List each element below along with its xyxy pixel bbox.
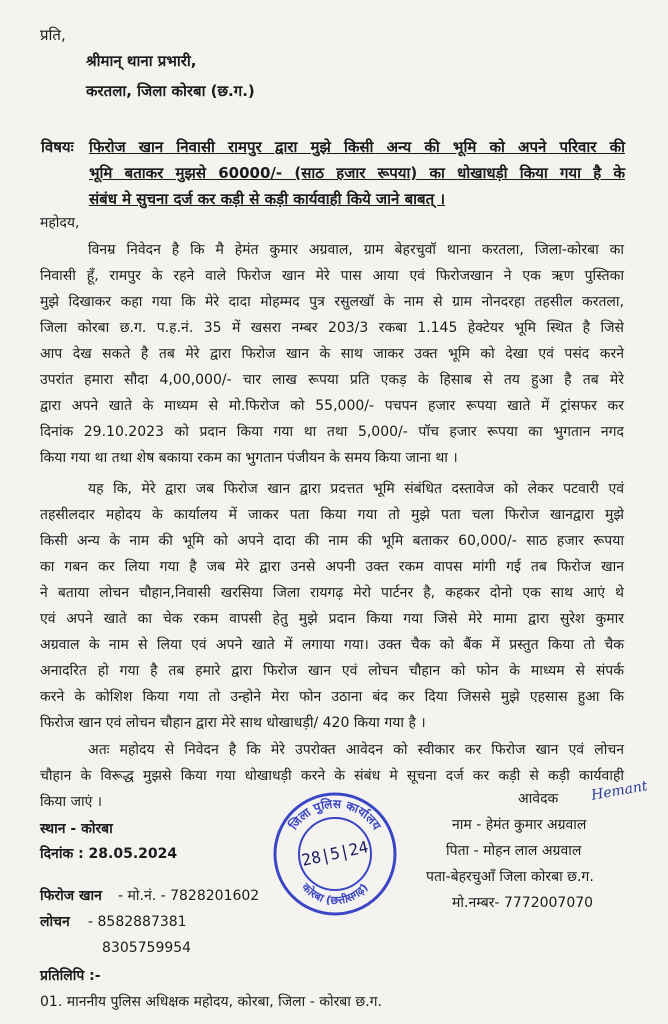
copy-label: प्रतिलिपि :- bbox=[40, 968, 101, 984]
applicant-father: पिता - मोहन लाल अग्रवाल bbox=[446, 843, 582, 859]
addressee-line-2: करतला, जिला कोरबा (छ.ग.) bbox=[86, 82, 255, 100]
para2-line: अग्रवाल के नाम से लिया एवं अपने खाते में लगाया गया। उक्त चैक को बैंक में प्रस्तुत किया तो चैक bbox=[40, 637, 624, 653]
para1-line: उपरांत हमारा सौदा 4,00,000/- चार लाख रूपया प्रति एकड़ के हिसाब से तय हुआ है तब मेरे bbox=[40, 372, 624, 388]
para2-line: अनादरित हो गया है तब हमारे द्वारा फिरोज खान एवं लोचन चौहान को फोन के माध्यम से संपर्क bbox=[40, 663, 624, 679]
para1-line: निवासी हूँ, रामपुर के रहने वाले फिरोज खान मेरे पास आया एवं फिरोजखान ने एक ऋण पुस्तिका bbox=[40, 268, 624, 284]
para2-line: ने बताया लोचन चौहान,निवासी खरसिया जिला रायगढ़ मेरो पार्टनर है, कहकर दोनो एक साथ आएं थे bbox=[40, 585, 624, 601]
stamp-text-bottom: कोरबा (छत्तीसगढ़) bbox=[299, 880, 371, 908]
applicant-mobile: मो.नम्बर- 7772007070 bbox=[452, 895, 594, 911]
applicant-address: पता-बेहरचुआँ जिला कोरबा छ.ग. bbox=[426, 869, 594, 885]
date-text: दिनांक : 28.05.2024 bbox=[40, 846, 178, 862]
para1-line: जिला कोरबा छ.ग. प.ह.नं. 35 में खसरा नम्बर 203/3 रकबा 1.145 हेक्टेयर भूमि स्थित है जिसे bbox=[40, 320, 624, 336]
para2-line: तहसीलदार महोदय के कार्यालय में जाकर पता किया गया तो मुझे पता चला फिरोज खानद्वारा मुझे bbox=[40, 507, 624, 523]
stamp-text-top: जिला पुलिस कार्यालय bbox=[286, 796, 384, 833]
place-text: स्थान - कोरबा bbox=[40, 821, 113, 837]
firoz-label: फिरोज खान bbox=[40, 888, 102, 904]
para1-line: दिनांक 29.10.2023 को प्रदान किया गया था तथा 5,000/- पॉच हजार रूपया का भुगतान नगद bbox=[40, 424, 624, 440]
addressee-line-1: श्रीमान् थाना प्रभारी, bbox=[86, 52, 197, 70]
para1-line: विनम्र निवेदन है कि मै हेमंत कुमार अग्रवाल, ग्राम बेहरचुवॉ थाना करतला, जिला-कोरबा का bbox=[88, 242, 624, 258]
lochan-label: लोचन bbox=[40, 914, 70, 930]
para2-line: करने के कोशिश किया गया तो उन्होने मेरा फोन उठाना बंद कर दिया जिससे मुझे एहसास हुआ कि bbox=[40, 689, 624, 705]
para1-line: मुझे दिखाकर कहा गया कि मेरे दादा मोहम्मद पुत्र रसुलखॉ के नाम से ग्राम नोनदरहा तहसील करतला, bbox=[40, 294, 624, 310]
para3-line: अतः महोदय से निवेदन है कि मेरे उपरोक्त आवेदन को स्वीकार कर फिरोज खान एवं लोचन bbox=[88, 742, 624, 758]
subject-line-3 bbox=[89, 190, 445, 208]
subject-line-3-text: संबंध मे सुचना दर्ज कर कड़ी से कड़ी कार्यवाही किये जाने बाबत् । bbox=[89, 190, 446, 208]
para1-line: द्वारा अपने खाते के माध्यम से मो.फिरोज को 55,000/- पचपन हजार रूपया खाते में ट्रांसफर कर bbox=[40, 398, 624, 414]
prati-text: प्रति, bbox=[40, 26, 66, 44]
salutation: महोदय, bbox=[40, 215, 80, 231]
para2-line: फिरोज खान एवं लोचन चौहान द्वारा मेरे साथ धोखाधड़ी/ 420 किया गया है । bbox=[40, 715, 426, 731]
para1-line: आप देख सकते है तब मेरे द्वारा फिरोज खान के साथ जाकर उक्त भूमि को देखा एवं पसंद करने bbox=[40, 346, 624, 362]
lochan-phone-1: - 8582887381 bbox=[88, 914, 187, 930]
para1-line: किया गया था तथा शेष बकाया रकम का भुगतान पंजीयन के समय किया जाना था । bbox=[40, 450, 458, 466]
para2-line: का गबन कर लिया गया है जब मेरे द्वारा उनसे अपनी उक्त रकम वापस मांगी गई तब फिरोज खान bbox=[40, 559, 624, 575]
para2-line: यह कि, मेरे द्वारा जब फिरोज खान द्वारा प्रदत्तत भूमि संबंधित दस्तावेज को लेकर पटवारी एवं bbox=[88, 481, 624, 497]
subject-line-2: भूमि बताकर मुझसे 60000/- (साठ हजार रूपया) का धोखाधड़ी किया गया है के bbox=[89, 164, 625, 182]
lochan-phone-2: 8305759954 bbox=[102, 940, 192, 956]
applicant-signature: Hemant bbox=[590, 778, 649, 804]
subject-line-1: फिरोज खान निवासी रामपुर द्वारा मुझे किसी अन्य की भूमि को अपने परिवार की bbox=[89, 138, 625, 156]
applicant-name: नाम - हेमंत कुमार अग्रवाल bbox=[452, 817, 587, 833]
para3-line: चौहान के विरूद्ध मुझसे किया गया धोखाधड़ी करने के संबंध मे सूचना दर्ज कर कड़ी से कड़ी कार्यवाही bbox=[40, 768, 624, 784]
firoz-phone: - मो.नं. - 7828201602 bbox=[118, 888, 260, 904]
police-office-stamp bbox=[271, 790, 399, 918]
para2-line: एवं अपने खाते का चेक रकम वापसी हेतु मुझे प्रदान किया गया जिसे मेरे मामा द्वारा सुरेश कुमार bbox=[40, 611, 624, 627]
copy-item-1: 01. माननीय पुलिस अधिक्षक महोदय, कोरबा, जिला - कोरबा छ.ग. bbox=[40, 994, 382, 1010]
stamp-handwritten-date: 28|5|24 bbox=[299, 837, 370, 870]
para3-line: किया जाएं । bbox=[40, 794, 103, 810]
para2-line: किसी अन्य के नाम की भूमि को अपने दादा की नाम की भूमि बताकर 60,000/- साठ हजार रूपया bbox=[40, 533, 624, 549]
subject-label: विषयः bbox=[41, 138, 74, 156]
applicant-label: आवेदक bbox=[518, 791, 559, 807]
